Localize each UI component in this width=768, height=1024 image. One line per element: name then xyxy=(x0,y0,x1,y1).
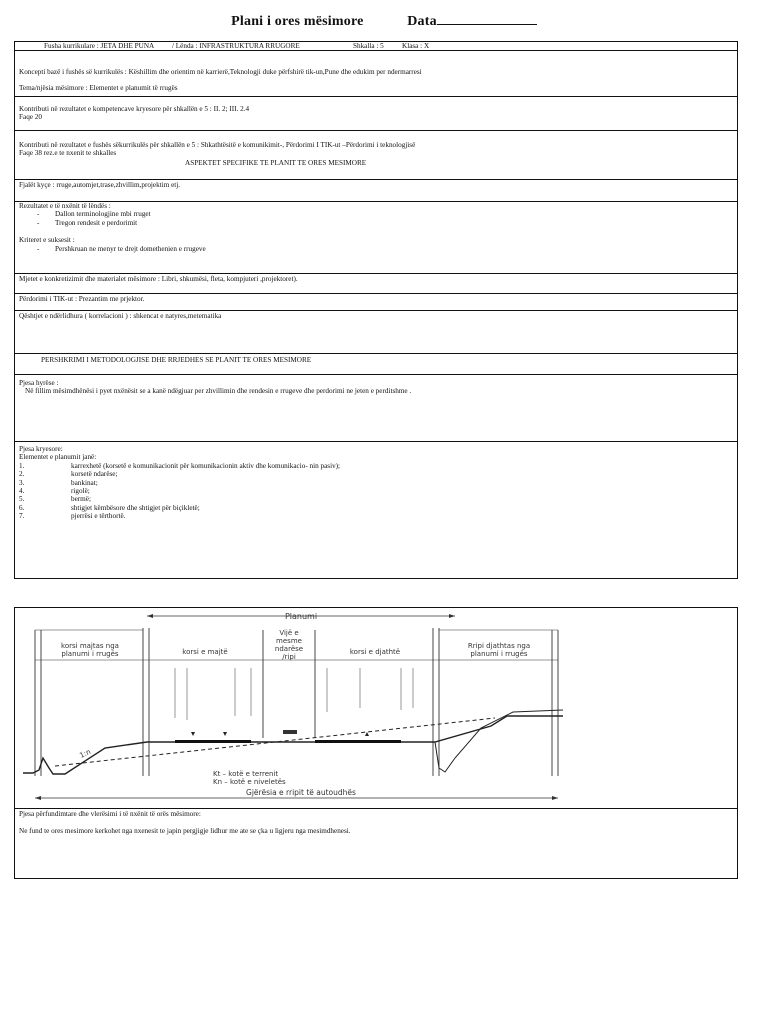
left-pavement xyxy=(175,740,251,743)
item-number: 4. xyxy=(19,487,25,496)
tema-text: Tema/njësia mësimore : Elementet e planumit të rrugës xyxy=(19,84,178,93)
rezultatet-label: Rezultatet e të nxënit të lëndës : xyxy=(19,202,111,210)
arrow-head xyxy=(35,796,41,800)
item-number: 1. xyxy=(19,461,25,470)
road-profile-line xyxy=(23,716,563,774)
kontributi2-line2: Faqe 38 rez.e te nxenit te shkalles xyxy=(19,149,117,158)
fusha-text: Fusha kurrikulare : JETA DHE PUNA xyxy=(44,42,155,50)
koncepti-text: Koncepti bazë i fushës së kurrikulës : Këshillim dhe orientim në karrierë,Teknologji duke përfshirë tik-un,Pune dhe edukim per ndermarresi xyxy=(19,68,422,76)
road-cross-section-figure xyxy=(14,607,738,879)
lenda-text: / Lënda : INFRASTRUKTURA RRUGORE xyxy=(172,42,300,50)
left-strip-label-1: korsi majtas nga xyxy=(61,642,119,650)
date-blank-line[interactable] xyxy=(437,12,537,25)
arrow-head xyxy=(552,796,558,800)
autoroad-width-label: Gjërësia e rripit të autoudhës xyxy=(246,788,356,797)
right-lane-label: korsi e djathtë xyxy=(349,648,401,656)
perfundimtare-section xyxy=(19,810,351,836)
page-title xyxy=(0,12,768,30)
rezultat-item: Tregon rendesit e perdorimit xyxy=(55,218,138,227)
left-strip-label-2: planumi i rrugës xyxy=(61,650,119,658)
planumi-label: Planumi xyxy=(284,612,318,621)
kriteret-label: Kriteret e suksesit : xyxy=(19,236,75,245)
item-text: korsetë ndarëse; xyxy=(71,470,118,479)
koncepti-row xyxy=(15,51,737,97)
mjetet-text: Mjetet e konkretizimit dhe materialet mësimore : Libri, shkumësi, fleta, kompjuteri ,projektoret). xyxy=(19,275,298,283)
list-item xyxy=(19,504,733,512)
kontributi1-line2: Faqe 20 xyxy=(19,113,42,122)
item-text: rigolë; xyxy=(71,487,90,496)
median-label-1: Vijë e xyxy=(279,629,299,637)
median-barrier xyxy=(283,730,297,734)
cross-section-diagram xyxy=(15,608,563,808)
kontributi2-line1: Kontributi në rezultatet e fushës sëkurrikulës për shkallën e 5 : Shkathtësitë e komunikimit-, Përdorimi I TIK-ut –Përdorimi i teknologjisë xyxy=(19,141,416,149)
shkalla-text: Shkalla : 5 xyxy=(353,42,384,50)
kriteret-item: Pershkruan ne menyr te drejt domethenien e rrugeve xyxy=(55,244,206,253)
item-text: pjerrësi e tërthortë. xyxy=(71,512,126,521)
median-label-2: mesme xyxy=(276,637,302,645)
kontributi-kompetenca-row xyxy=(15,97,737,131)
figure-separator xyxy=(15,808,737,809)
list-item xyxy=(19,479,733,487)
date-label: Data xyxy=(407,14,437,29)
hyrese-text: Në fillim mësimdhënësi i pyet nxënësit se a kanë ndëgjuar per zhvillimin dhe rendesin e rrugeve dhe perdorimi ne jeten e perditshme . xyxy=(25,387,412,396)
info-row xyxy=(15,42,737,51)
arrow-head xyxy=(147,614,153,618)
right-pavement xyxy=(315,740,401,743)
arrow-head xyxy=(449,614,455,618)
median-label-3: ndarëse xyxy=(274,645,304,653)
aspektet-heading: ASPEKTET SPECIFIKE TE PLANIT TE ORES MESIMORE xyxy=(185,159,367,167)
kn-legend: Kn – kotë e niveletës xyxy=(213,778,286,786)
kryesore-label: Pjesa kryesore: xyxy=(19,445,63,453)
list-item xyxy=(19,462,733,470)
right-slope-line xyxy=(435,710,563,772)
item-number: 2. xyxy=(19,470,25,479)
item-number: 5. xyxy=(19,495,25,504)
item-text: bankinat; xyxy=(71,478,98,487)
perfundimtare-label: Pjesa përfundimtare dhe vlerësimi i të nxënit të orës mësimore: xyxy=(19,810,201,818)
item-number: 6. xyxy=(19,503,25,512)
list-item xyxy=(19,495,733,503)
kontributi-fusha-row xyxy=(15,131,737,180)
list-item xyxy=(19,487,733,495)
list-item xyxy=(19,470,733,478)
mjetet-row xyxy=(15,274,737,294)
tik-row xyxy=(15,294,737,311)
list-item: - Dallon terminologjine mbi rruget xyxy=(37,210,151,219)
list-item: - Pershkruan ne menyr te drejt domethenien e rrugeve xyxy=(37,244,206,253)
fjalet-kyce-text: Fjalët kyçe : rruge,automjet,trase,zhvillim,projektim etj. xyxy=(19,181,181,189)
item-text: bermë; xyxy=(71,495,91,504)
right-strip-label-1: Rripi djathtas nga xyxy=(467,642,531,650)
median-label-4: /ripi xyxy=(282,653,296,661)
kontributi1-line1: Kontributi në rezultatet e kompetencave kryesore për shkallën e 5 : II. 2; III. 2.4 xyxy=(19,105,250,113)
slope-label: 1:n xyxy=(78,747,93,760)
left-lane-label: korsi e majtë xyxy=(182,648,228,656)
fjalet-kyce-row xyxy=(15,180,737,202)
level-marker xyxy=(365,732,369,736)
klasa-text: Klasa : X xyxy=(402,42,430,50)
hyrese-row xyxy=(15,375,737,442)
kt-legend: Kt – kotë e terrenit xyxy=(213,770,279,778)
right-strip-label-2: planumi i rrugës xyxy=(470,650,528,658)
hyrese-label: Pjesa hyrëse : xyxy=(19,379,59,387)
perfundimtare-text: Ne fund te ores mesimore kerkohet nga nxenesit te japin pergjigje lidhur me ate se çka u ligjeru nga mesimdhenesi. xyxy=(19,827,351,836)
tik-text: Përdorimi i TIK-ut : Prezantim me prjektor. xyxy=(19,295,145,303)
pershkrimi-heading-row xyxy=(15,354,737,375)
kryesore-row xyxy=(15,442,737,578)
lesson-plan-table xyxy=(14,41,738,579)
nderlidhja-text: Qështjet e ndërlidhura ( korrelacioni ) : shkencat e natyres,metematika xyxy=(19,312,222,320)
item-number: 3. xyxy=(19,478,25,487)
pershkrimi-heading: PERSHKRIMI I METODOLOGJISE DHE RRJEDHES SE PLANIT TE ORES MESIMORE xyxy=(41,356,312,364)
kryesore-intro: Elementet e planumit janë: xyxy=(19,453,97,462)
rezultat-item: Dallon terminologjine mbi rruget xyxy=(55,210,151,219)
level-marker xyxy=(191,732,195,736)
list-item: - Tregon rendesit e perdorimit xyxy=(37,218,138,227)
list-item xyxy=(19,512,733,520)
nderlidhja-row xyxy=(15,311,737,354)
rezultatet-row xyxy=(15,202,737,274)
item-text: karrexhetë (korsetë e komunikacionit për komunikacionin aktiv dhe komunikacio- nin pasiv); xyxy=(71,461,341,470)
level-marker xyxy=(223,732,227,736)
item-text: shtigjet këmbësore dhe shtigjet për biçikletë; xyxy=(71,503,200,512)
item-number: 7. xyxy=(19,512,25,521)
tick-marks xyxy=(175,668,413,720)
title-text: Plani i ores mësimore xyxy=(231,14,364,29)
